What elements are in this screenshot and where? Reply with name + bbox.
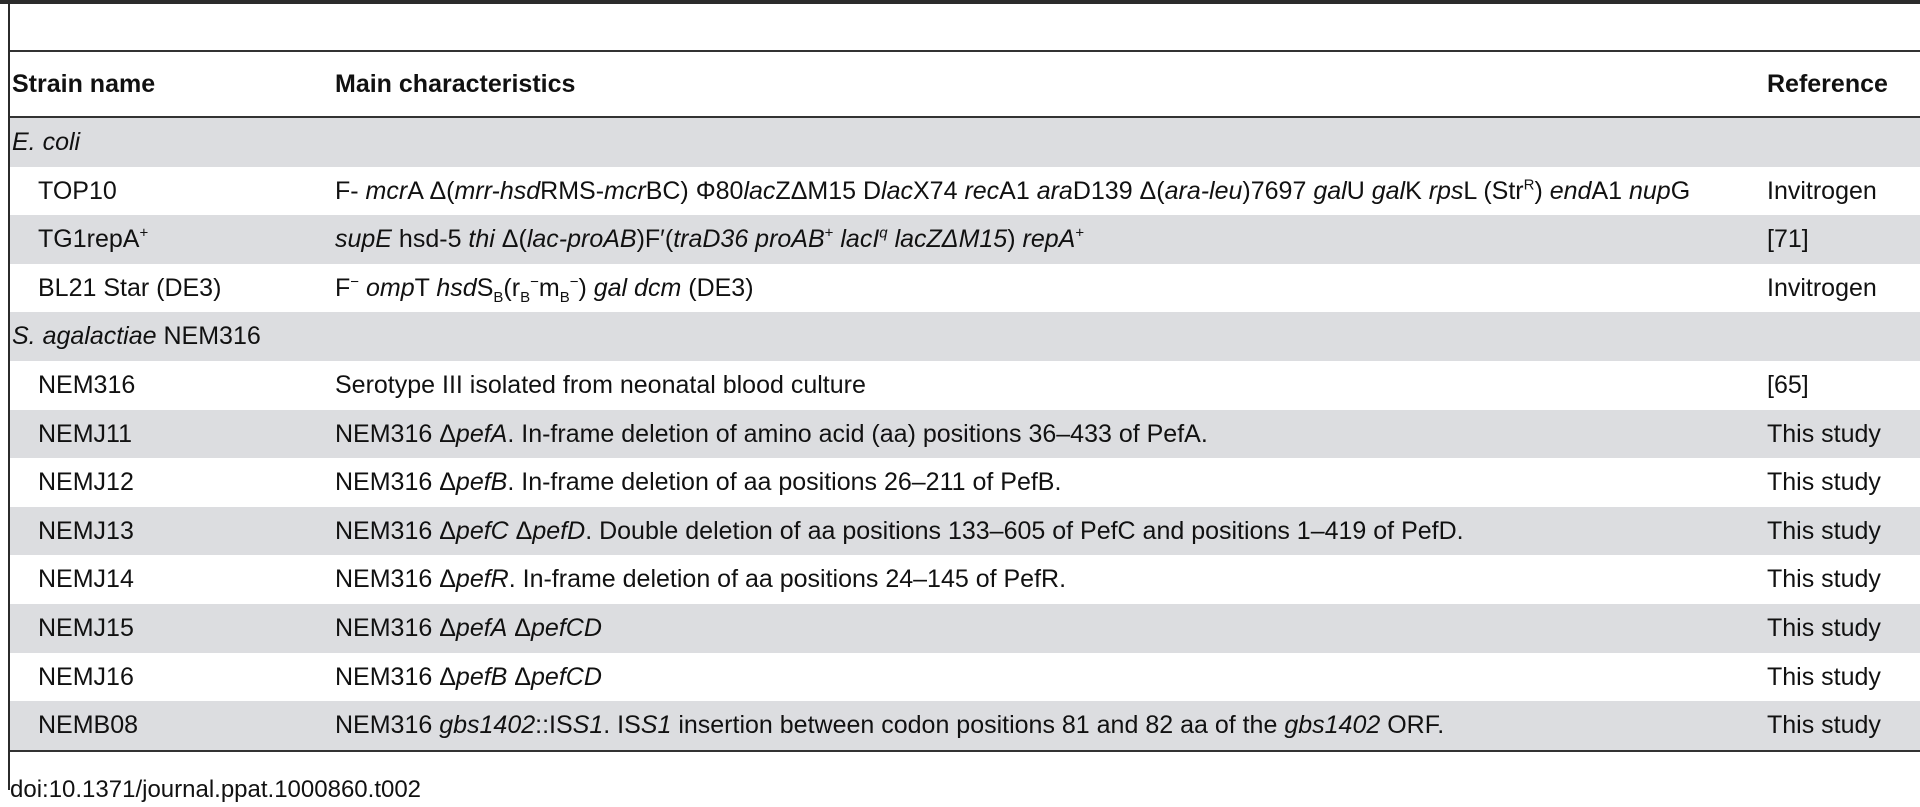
table-row <box>10 264 1920 313</box>
strain-name: NEMJ14 <box>38 565 134 594</box>
table-row <box>10 410 1920 459</box>
reference: This study <box>1767 419 1881 448</box>
group-label: E. coli <box>12 128 81 156</box>
reference: This study <box>1767 662 1881 691</box>
strain-name: NEMJ13 <box>38 516 134 545</box>
table-row <box>10 361 1920 410</box>
reference: This study <box>1767 711 1881 740</box>
reference: [71] <box>1767 225 1809 254</box>
strain-name: TOP10 <box>38 176 117 205</box>
characteristics: NEM316 ΔpefB ΔpefCD <box>335 662 602 691</box>
strain-name: TG1repA+ <box>38 224 149 254</box>
group-label: S. agalactiae NEM316 <box>12 322 261 351</box>
strain-name: NEM316 <box>38 370 136 399</box>
top-border <box>0 0 1920 4</box>
characteristics: supE hsd-5 thi Δ(lac-proAB)F′(traD36 proAB+ lacI$^q$ lacZΔM15) repA+ <box>335 224 1085 254</box>
strain-name: NEMB08 <box>38 711 139 740</box>
table-row <box>10 653 1920 702</box>
strain-name: NEMJ15 <box>38 613 134 642</box>
reference: This study <box>1767 468 1881 497</box>
characteristics: Serotype III isolated from neonatal blood culture <box>335 370 866 399</box>
table-row <box>10 458 1920 507</box>
group-row-ecoli <box>10 118 1920 167</box>
reference: [65] <box>1767 370 1809 399</box>
characteristics: NEM316 ΔpefA. In-frame deletion of amino acid (aa) positions 36–433 of PefA. <box>335 419 1208 448</box>
reference: This study <box>1767 613 1881 642</box>
group-row-sagalactiae <box>10 312 1920 361</box>
doi-link[interactable]: doi:10.1371/journal.ppat.1000860.t002 <box>10 776 422 803</box>
strain-name: BL21 Star (DE3) <box>38 273 222 302</box>
strain-name: NEMJ12 <box>38 468 134 497</box>
table-bottom-rule <box>10 750 1920 752</box>
table-row <box>10 507 1920 556</box>
table-header-row <box>10 52 1920 116</box>
characteristics: NEM316 gbs1402::ISS1. ISS1 insertion between codon positions 81 and 82 aa of the gbs1402 ORF. <box>335 711 1445 740</box>
table-row <box>10 555 1920 604</box>
strains-table <box>10 50 1920 752</box>
strain-name: NEMJ16 <box>38 662 134 691</box>
reference: Invitrogen <box>1767 273 1877 302</box>
strain-name: NEMJ11 <box>38 419 133 448</box>
characteristics: NEM316 ΔpefB. In-frame deletion of aa positions 26–211 of PefB. <box>335 468 1062 497</box>
reference: Invitrogen <box>1767 176 1877 205</box>
table-row <box>10 604 1920 653</box>
characteristics: F- mcrA Δ(mrr-hsdRMS-mcrBC) Φ80lacZΔM15 DlacX74 recA1 araD139 Δ(ara-leu)7697 galU galK rpsL (Str$^R$) endA1 nupG <box>335 176 1691 205</box>
table-row <box>10 215 1920 264</box>
header-main-characteristics: Main characteristics <box>335 70 576 98</box>
characteristics: NEM316 ΔpefA ΔpefCD <box>335 613 602 642</box>
characteristics: NEM316 ΔpefC ΔpefD. Double deletion of aa positions 133–605 of PefC and positions 1–419 of PefD. <box>335 516 1464 545</box>
characteristics: F− ompT $hsdS_B(r_B^-m_B^-)$ gal dcm (DE3) <box>335 273 754 306</box>
characteristics: NEM316 ΔpefR. In-frame deletion of aa positions 24–145 of PefR. <box>335 565 1067 594</box>
reference: This study <box>1767 516 1881 545</box>
table-row <box>10 701 1920 750</box>
reference: This study <box>1767 565 1881 594</box>
header-strain-name: Strain name <box>12 70 156 98</box>
header-reference: Reference <box>1767 70 1888 98</box>
table-row <box>10 167 1920 216</box>
